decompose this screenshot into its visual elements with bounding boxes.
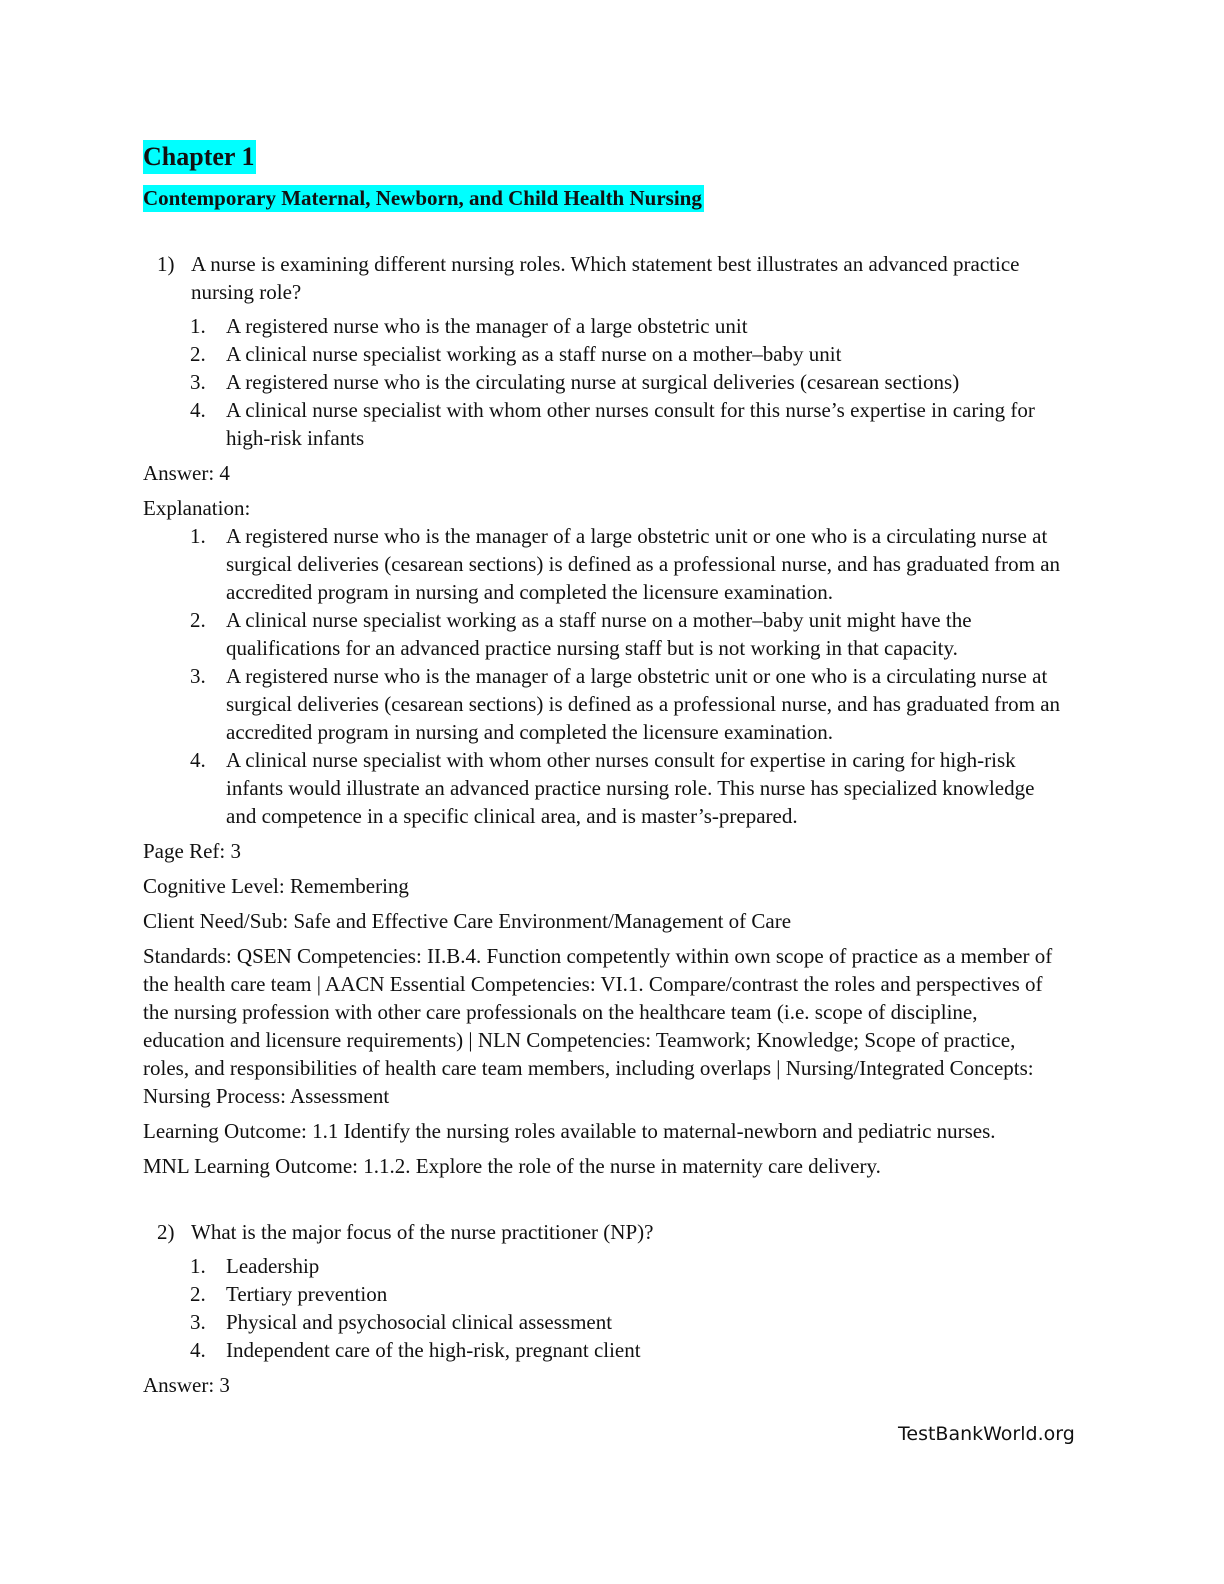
option-number: 2. — [190, 1282, 206, 1306]
chapter-title: Chapter 1 — [143, 140, 256, 174]
option-text: Physical and psychosocial clinical assessment — [226, 1310, 613, 1334]
option-item — [143, 1252, 1063, 1280]
option-item — [143, 1336, 1063, 1364]
option-text: Tertiary prevention — [226, 1282, 388, 1306]
answer-options — [143, 312, 1063, 452]
option-item — [143, 1308, 1063, 1336]
option-item — [143, 1280, 1063, 1308]
mnl-learning-outcome: MNL Learning Outcome: 1.1.2. Explore the role of the nurse in maternity care delivery. — [143, 1154, 881, 1178]
explanation-list — [143, 522, 1063, 830]
explanation-item — [143, 662, 1063, 746]
document-page — [143, 140, 1063, 1399]
option-number: 4. — [190, 398, 206, 422]
explanation-text: A clinical nurse specialist working as a staff nurse on a mother–baby unit might have the qualifications for an advanced practice nursing staff but is not working in that capacity. — [226, 608, 972, 660]
option-number: 4. — [190, 1338, 206, 1362]
learning-outcome: Learning Outcome: 1.1 Identify the nursing roles available to maternal-newborn and pediatric nurses. — [143, 1119, 996, 1143]
chapter-header — [143, 140, 1063, 212]
question-stem — [143, 250, 1063, 306]
watermark-text: TestBankWorld.org — [898, 1423, 1075, 1445]
explanation-number: 1. — [190, 524, 206, 548]
option-number: 3. — [190, 1310, 206, 1334]
client-need: Client Need/Sub: Safe and Effective Care Environment/Management of Care — [143, 909, 792, 933]
question-number: 2) — [157, 1220, 175, 1244]
question-text: What is the major focus of the nurse practitioner (NP)? — [191, 1220, 654, 1244]
standards: Standards: QSEN Competencies: II.B.4. Function competently within own scope of practice as a member of the health care team | AACN Essential Competencies: VI.1. Compare/contrast the roles and perspectives of the nursing profession with other care professionals on the healthcare team (i.e. scope of discipline, education and licensure requirements) | NLN Competencies: Teamwork; Knowledge; Scope of practice, roles, and responsibilities of health care team members, including overlaps | Nursing/Integrated Concepts: Nursing Process: Assessment — [143, 944, 1053, 1108]
option-item — [143, 340, 1063, 368]
option-text: Independent care of the high-risk, pregnant client — [226, 1338, 641, 1362]
answer-options — [143, 1252, 1063, 1364]
option-text: A registered nurse who is the circulating nurse at surgical deliveries (cesarean sections) — [226, 370, 960, 394]
explanation-label: Explanation: — [143, 496, 251, 520]
option-text: A clinical nurse specialist working as a staff nurse on a mother–baby unit — [226, 342, 842, 366]
option-number: 2. — [190, 342, 206, 366]
question-text: A nurse is examining different nursing roles. Which statement best illustrates an advanced practice nursing role? — [191, 252, 1020, 304]
explanation-number: 3. — [190, 664, 206, 688]
answer-line: Answer: 4 — [143, 461, 230, 485]
option-number: 1. — [190, 1254, 206, 1278]
question-1 — [143, 250, 1063, 1180]
question-stem — [143, 1218, 1063, 1246]
explanation-item — [143, 606, 1063, 662]
option-text: A clinical nurse specialist with whom other nurses consult for this nurse’s expertise in caring for high-risk infants — [226, 398, 1035, 450]
option-number: 1. — [190, 314, 206, 338]
explanation-text: A clinical nurse specialist with whom other nurses consult for expertise in caring for high-risk infants would illustrate an advanced practice nursing role. This nurse has specialized knowledge and competence in a specific clinical area, and is master’s-prepared. — [226, 748, 1035, 828]
option-number: 3. — [190, 370, 206, 394]
explanation-text: A registered nurse who is the manager of a large obstetric unit or one who is a circulating nurse at surgical deliveries (cesarean sections) is defined as a professional nurse, and has graduated from an accredited program in nursing and completed the licensure examination. — [226, 524, 1061, 604]
option-item — [143, 368, 1063, 396]
question-2 — [143, 1218, 1063, 1399]
chapter-subtitle: Contemporary Maternal, Newborn, and Child Health Nursing — [143, 186, 702, 210]
answer-line: Answer: 3 — [143, 1373, 230, 1397]
page-ref: Page Ref: 3 — [143, 839, 241, 863]
explanation-item — [143, 746, 1063, 830]
explanation-number: 2. — [190, 608, 206, 632]
cognitive-level: Cognitive Level: Remembering — [143, 874, 409, 898]
option-text: A registered nurse who is the manager of a large obstetric unit — [226, 314, 748, 338]
explanation-item — [143, 522, 1063, 606]
option-item — [143, 312, 1063, 340]
question-number: 1) — [157, 252, 175, 276]
explanation-number: 4. — [190, 748, 206, 772]
option-item — [143, 396, 1063, 452]
option-text: Leadership — [226, 1254, 320, 1278]
explanation-text: A registered nurse who is the manager of a large obstetric unit or one who is a circulating nurse at surgical deliveries (cesarean sections) is defined as a professional nurse, and has graduated from an accredited program in nursing and completed the licensure examination. — [226, 664, 1061, 744]
